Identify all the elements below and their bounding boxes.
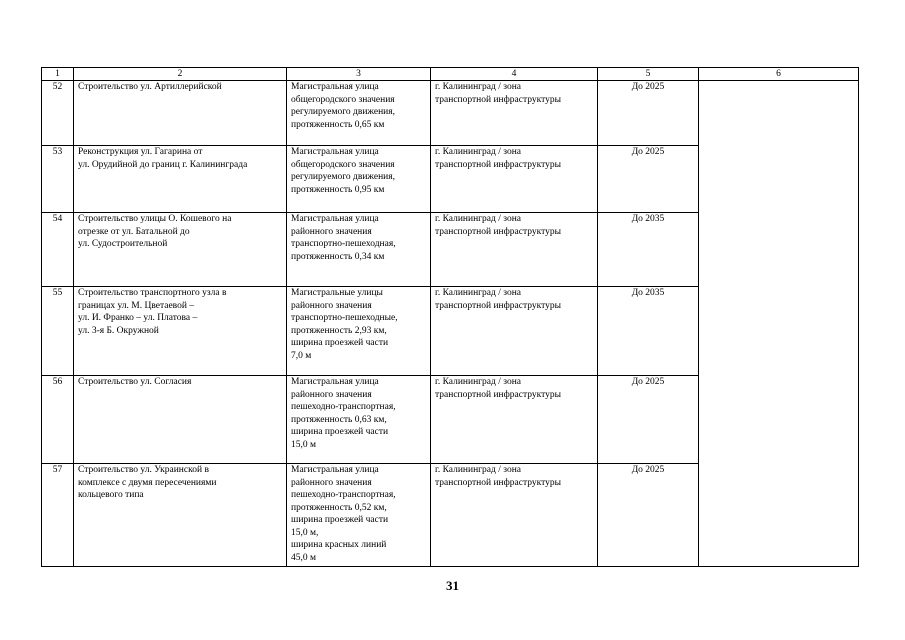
row-number: 57: [42, 464, 74, 567]
object-params: Магистральная улица районного значения пешеходно-транспортная, протяженность 0,63 км, ширина проезжей части 15,0 м: [287, 376, 431, 464]
object-location: г. Калининград / зона транспортной инфраструктуры: [431, 213, 598, 287]
column-6-cell: [699, 81, 859, 567]
header-col-3: 3: [287, 68, 431, 81]
object-name: Реконструкция ул. Гагарина от ул. Орудийной до границ г. Калининграда: [74, 146, 287, 213]
object-deadline: До 2025: [598, 464, 699, 567]
object-location: г. Калининград / зона транспортной инфраструктуры: [431, 464, 598, 567]
header-col-5: 5: [598, 68, 699, 81]
header-col-6: 6: [699, 68, 859, 81]
object-name: Строительство улицы О. Кошевого на отрезке от ул. Батальной до ул. Судостроительной: [74, 213, 287, 287]
object-params: Магистральные улицы районного значения транспортно-пешеходные, протяженность 2,93 км, ширина проезжей части 7,0 м: [287, 287, 431, 376]
object-deadline: До 2025: [598, 146, 699, 213]
page-number: 31: [446, 578, 459, 593]
header-row: [42, 68, 859, 81]
header-col-2: 2: [74, 68, 287, 81]
object-name: Строительство ул. Украинской в комплексе с двумя пересечениями кольцевого типа: [74, 464, 287, 567]
header-col-4: 4: [431, 68, 598, 81]
object-location: г. Калининград / зона транспортной инфраструктуры: [431, 81, 598, 146]
object-name: Строительство ул. Согласия: [74, 376, 287, 464]
object-name: Строительство ул. Артиллерийской: [74, 81, 287, 146]
object-params: Магистральная улица районного значения пешеходно-транспортная, протяженность 0,52 км, ширина проезжей части 15,0 м, ширина красных линий 45,0 м: [287, 464, 431, 567]
object-deadline: До 2035: [598, 287, 699, 376]
header-col-1: 1: [42, 68, 74, 81]
object-location: г. Калининград / зона транспортной инфраструктуры: [431, 287, 598, 376]
row-number: 55: [42, 287, 74, 376]
row-number: 54: [42, 213, 74, 287]
object-deadline: До 2035: [598, 213, 699, 287]
object-params: Магистральная улица районного значения транспортно-пешеходная, протяженность 0,34 км: [287, 213, 431, 287]
object-name: Строительство транспортного узла в границах ул. М. Цветаевой – ул. И. Франко – ул. Платова – ул. 3-я Б. Окружной: [74, 287, 287, 376]
row-number: 52: [42, 81, 74, 146]
object-location: г. Калининград / зона транспортной инфраструктуры: [431, 376, 598, 464]
object-deadline: До 2025: [598, 81, 699, 146]
object-deadline: До 2025: [598, 376, 699, 464]
row-number: 53: [42, 146, 74, 213]
object-params: Магистральная улица общегородского значения регулируемого движения, протяженность 0,65 км: [287, 81, 431, 146]
object-params: Магистральная улица общегородского значения регулируемого движения, протяженность 0,95 км: [287, 146, 431, 213]
row-number: 56: [42, 376, 74, 464]
object-location: г. Калининград / зона транспортной инфраструктуры: [431, 146, 598, 213]
table-row: [42, 81, 859, 146]
document-table: [41, 67, 859, 567]
